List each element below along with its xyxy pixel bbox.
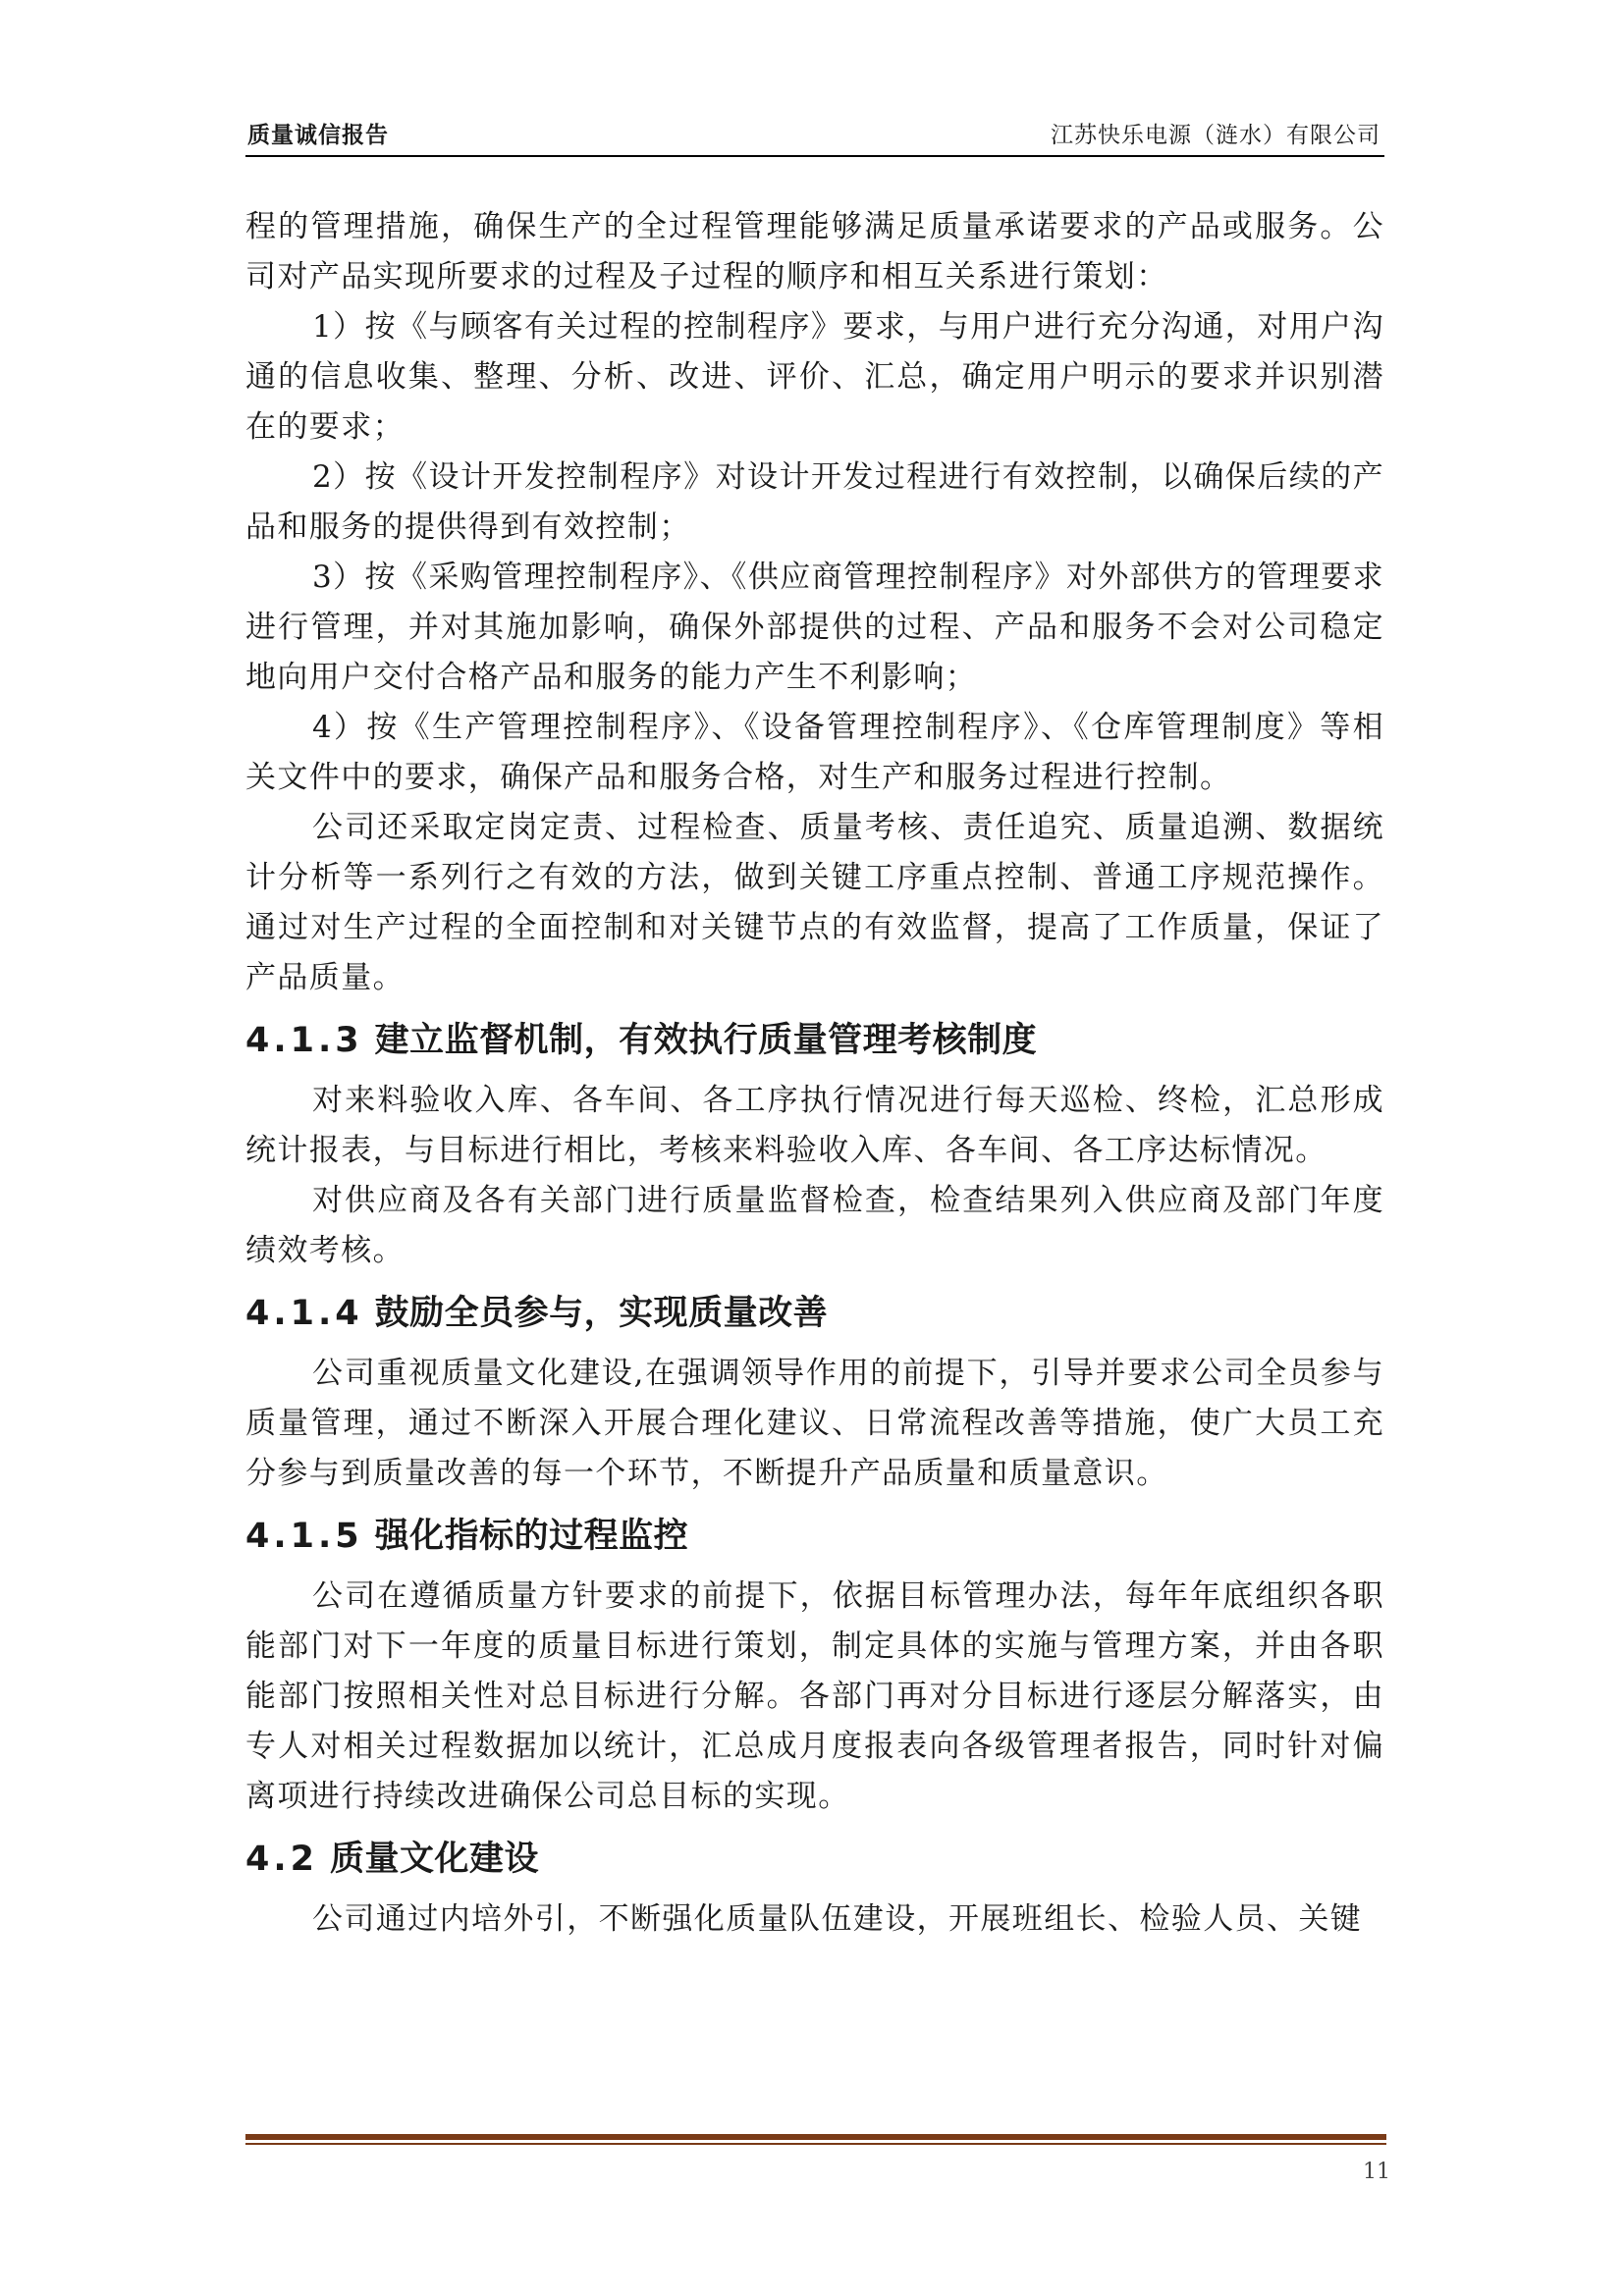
section-title: 强化指标的过程监控 (374, 1517, 689, 1556)
section-number: 4.1.5 (245, 1517, 363, 1556)
page-header (245, 116, 1384, 157)
paragraph-targets: 公司在遵循质量方针要求的前提下，依据目标管理办法，每年年底组织各职能部门对下一年度的质量目标进行策划，制定具体的实施与管理方案，并由各职能部门按照相关性对总目标进行分解。各部门再对分目标进行逐层分解落实，由专人对相关过程数据加以统计，汇总成月度报表向各级管理者报告，同时针对偏离项进行持续改进确保公司总目标的实现。 (245, 1578, 1384, 1814)
section-title: 建立监督机制，有效执行质量管理考核制度 (374, 1021, 1038, 1060)
paragraph-methods: 公司还采取定岗定责、过程检查、质量考核、责任追究、质量追溯、数据统计分析等一系列行之有效的方法，做到关键工序重点控制、普通工序规范操作。通过对生产过程的全面控制和对关键节点的有效监督，提高了工作质量，保证了产品质量。 (245, 810, 1384, 995)
header-report-title: 质量诚信报告 (247, 123, 389, 148)
section-heading-4-2 (245, 1838, 1384, 1881)
section-heading-4-1-4 (245, 1292, 1384, 1335)
footer-rule-thick (245, 2134, 1386, 2140)
paragraph-continued: 程的管理措施，确保生产的全过程管理能够满足质量承诺要求的产品或服务。公司对产品实现所要求的过程及子过程的顺序和相互关系进行策划： (245, 209, 1384, 294)
section-heading-4-1-3 (245, 1019, 1384, 1062)
footer-rule-thin (245, 2143, 1386, 2145)
page-number: 11 (1363, 2160, 1390, 2184)
list-item-4: 4）按《生产管理控制程序》、《设备管理控制程序》、《仓库管理制度》等相关文件中的要求，确保产品和服务合格，对生产和服务过程进行控制。 (245, 710, 1384, 795)
list-item-1: 1）按《与顾客有关过程的控制程序》要求，与用户进行充分沟通，对用户沟通的信息收集、整理、分析、改进、评价、汇总，确定用户明示的要求并识别潜在的要求； (245, 309, 1384, 445)
paragraph-supervision: 对供应商及各有关部门进行质量监督检查，检查结果列入供应商及部门年度绩效考核。 (245, 1183, 1384, 1268)
section-number: 4.1.3 (245, 1021, 363, 1060)
section-title: 质量文化建设 (330, 1840, 540, 1879)
section-number: 4.1.4 (245, 1294, 363, 1333)
header-company-name: 江苏快乐电源（涟水）有限公司 (1051, 123, 1380, 148)
paragraph-culture: 公司通过内培外引，不断强化质量队伍建设，开展班组长、检验人员、关键 (312, 1901, 1363, 1937)
list-item-3: 3）按《采购管理控制程序》、《供应商管理控制程序》对外部供方的管理要求进行管理，并对其施加影响，确保外部提供的过程、产品和服务不会对公司稳定地向用户交付合格产品和服务的能力产生不利影响； (245, 560, 1384, 695)
section-number: 4.2 (245, 1840, 319, 1879)
list-item-2: 2）按《设计开发控制程序》对设计开发过程进行有效控制，以确保后续的产品和服务的提供得到有效控制； (245, 459, 1384, 545)
paragraph-inspection: 对来料验收入库、各车间、各工序执行情况进行每天巡检、终检，汇总形成统计报表，与目标进行相比，考核来料验收入库、各车间、各工序达标情况。 (245, 1083, 1384, 1168)
section-heading-4-1-5 (245, 1515, 1384, 1558)
section-title: 鼓励全员参与，实现质量改善 (374, 1294, 829, 1333)
page-content (245, 202, 1384, 1945)
paragraph-participation: 公司重视质量文化建设,在强调领导作用的前提下，引导并要求公司全员参与质量管理，通过不断深入开展合理化建议、日常流程改善等措施，使广大员工充分参与到质量改善的每一个环节，不断提升产品质量和质量意识。 (245, 1356, 1384, 1491)
